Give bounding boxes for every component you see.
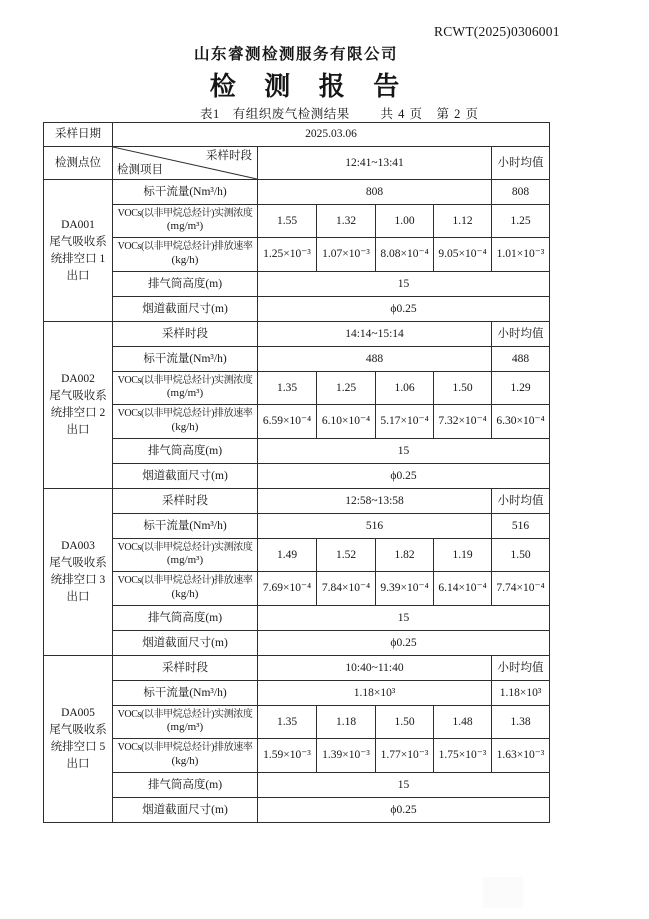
row-label-duct-size: 烟道截面尺寸(m) bbox=[113, 464, 258, 489]
point-line: 出口 bbox=[66, 424, 90, 436]
row-label-flow: 标干流量(Nm³/h) bbox=[113, 514, 258, 539]
point-line: DA003 bbox=[61, 540, 95, 552]
duct-size-value: ϕ0.25 bbox=[258, 297, 550, 322]
point-line: DA005 bbox=[61, 707, 95, 719]
concentration-avg-value: 1.29 bbox=[492, 372, 550, 405]
diagonal-label-item: 检测项目 bbox=[117, 163, 163, 176]
concentration-row bbox=[44, 539, 550, 572]
diagonal-label-period: 采样时段 bbox=[206, 150, 252, 162]
row-label-stack-height: 排气筒高度(m) bbox=[113, 439, 258, 464]
rate-value: 1.77×10⁻³ bbox=[376, 739, 434, 773]
rate-value: 1.59×10⁻³ bbox=[258, 739, 317, 773]
row-label-period: 采样时段 bbox=[113, 656, 258, 681]
concentration-value: 1.00 bbox=[376, 205, 434, 238]
period-row bbox=[44, 656, 550, 681]
duct-size-row bbox=[44, 631, 550, 656]
row-label-concentration bbox=[113, 539, 258, 572]
period-value: 12:41~13:41 bbox=[258, 147, 492, 180]
period-row bbox=[44, 489, 550, 514]
point-line: 出口 bbox=[66, 591, 90, 603]
rate-avg-value: 6.30×10⁻⁴ bbox=[492, 405, 550, 439]
rate-value: 6.59×10⁻⁴ bbox=[258, 405, 317, 439]
sampling-date-value: 2025.03.06 bbox=[113, 123, 550, 147]
flow-value: 516 bbox=[258, 514, 492, 539]
row-label-duct-size: 烟道截面尺寸(m) bbox=[113, 798, 258, 823]
row-label-rate bbox=[113, 572, 258, 606]
concentration-value: 1.35 bbox=[258, 706, 317, 739]
point-column-label: 检测点位 bbox=[44, 147, 113, 180]
concentration-value: 1.06 bbox=[376, 372, 434, 405]
period-value: 10:40~11:40 bbox=[258, 656, 492, 681]
rate-label-line1: VOCs(以非甲烷总烃计)排放速率 bbox=[117, 241, 253, 253]
rate-value: 5.17×10⁻⁴ bbox=[376, 405, 434, 439]
point-line: 出口 bbox=[66, 758, 90, 770]
row-label-duct-size: 烟道截面尺寸(m) bbox=[113, 297, 258, 322]
sampling-date-row bbox=[44, 123, 550, 147]
row-label-rate bbox=[113, 405, 258, 439]
stack-height-value: 15 bbox=[258, 773, 550, 798]
point-cell bbox=[44, 656, 113, 823]
concentration-row bbox=[44, 706, 550, 739]
concentration-value: 1.49 bbox=[258, 539, 317, 572]
rate-label-line2: (kg/h) bbox=[171, 587, 199, 600]
rate-row bbox=[44, 238, 550, 272]
point-cell bbox=[44, 489, 113, 656]
stack-height-value: 15 bbox=[258, 439, 550, 464]
flow-avg-value: 516 bbox=[492, 514, 550, 539]
row-label-period: 采样时段 bbox=[113, 322, 258, 347]
flow-row bbox=[44, 180, 550, 205]
duct-size-row bbox=[44, 464, 550, 489]
hour-avg-label: 小时均值 bbox=[492, 322, 550, 347]
row-label-duct-size: 烟道截面尺寸(m) bbox=[113, 631, 258, 656]
stack-height-row bbox=[44, 773, 550, 798]
scan-artifact bbox=[483, 877, 523, 908]
rate-value: 7.32×10⁻⁴ bbox=[434, 405, 492, 439]
row-label-rate bbox=[113, 739, 258, 773]
flow-row bbox=[44, 681, 550, 706]
concentration-value: 1.82 bbox=[376, 539, 434, 572]
duct-size-row bbox=[44, 798, 550, 823]
row-label-flow: 标干流量(Nm³/h) bbox=[113, 347, 258, 372]
rate-label-line2: (kg/h) bbox=[171, 420, 199, 433]
flow-row bbox=[44, 347, 550, 372]
row-label-concentration bbox=[113, 372, 258, 405]
row-label-stack-height: 排气筒高度(m) bbox=[113, 773, 258, 798]
rate-row bbox=[44, 405, 550, 439]
flow-value: 808 bbox=[258, 180, 492, 205]
duct-size-value: ϕ0.25 bbox=[258, 798, 550, 823]
row-label-period: 采样时段 bbox=[113, 489, 258, 514]
concentration-value: 1.52 bbox=[317, 539, 376, 572]
concentration-value: 1.32 bbox=[317, 205, 376, 238]
rate-label-line2: (kg/h) bbox=[171, 253, 199, 266]
point-line: 尾气吸收系 bbox=[49, 235, 107, 248]
duct-size-value: ϕ0.25 bbox=[258, 464, 550, 489]
row-label-flow: 标干流量(Nm³/h) bbox=[113, 681, 258, 706]
flow-row bbox=[44, 514, 550, 539]
period-row bbox=[44, 322, 550, 347]
page-indicator: 共 4 页 第 2 页 bbox=[380, 107, 479, 121]
concentration-value: 1.25 bbox=[317, 372, 376, 405]
rate-avg-value: 1.63×10⁻³ bbox=[492, 739, 550, 773]
sampling-date-label: 采样日期 bbox=[44, 123, 113, 147]
point-line: 统排空口 1 bbox=[50, 252, 106, 265]
rate-avg-value: 1.01×10⁻³ bbox=[492, 238, 550, 272]
hour-avg-label: 小时均值 bbox=[492, 489, 550, 514]
point-cell bbox=[44, 180, 113, 322]
concentration-row bbox=[44, 205, 550, 238]
concentration-value: 1.35 bbox=[258, 372, 317, 405]
concentration-label-line1: VOCs(以非甲烷总烃计)实测浓度 bbox=[117, 541, 253, 553]
stack-height-value: 15 bbox=[258, 272, 550, 297]
stack-height-row bbox=[44, 606, 550, 631]
concentration-avg-value: 1.25 bbox=[492, 205, 550, 238]
diagonal-header-cell bbox=[113, 147, 258, 180]
results-tbody bbox=[44, 123, 550, 823]
table-header-row bbox=[44, 147, 550, 180]
concentration-label-line1: VOCs(以非甲烷总烃计)实测浓度 bbox=[117, 207, 253, 219]
concentration-row bbox=[44, 372, 550, 405]
point-line: 尾气吸收系 bbox=[49, 724, 107, 736]
results-table bbox=[43, 122, 550, 823]
stack-height-row bbox=[44, 272, 550, 297]
report-title: 检 测 报 告 bbox=[209, 72, 411, 101]
point-line: DA001 bbox=[61, 218, 95, 231]
rate-value: 8.08×10⁻⁴ bbox=[376, 238, 434, 272]
rate-value: 1.39×10⁻³ bbox=[317, 739, 376, 773]
rate-value: 6.10×10⁻⁴ bbox=[317, 405, 376, 439]
company-name: 山东睿测检测服务有限公司 bbox=[193, 46, 398, 63]
concentration-label-line1: VOCs(以非甲烷总烃计)实测浓度 bbox=[117, 708, 253, 720]
rate-label-line1: VOCs(以非甲烷总烃计)排放速率 bbox=[117, 408, 253, 420]
point-line: DA002 bbox=[61, 373, 95, 385]
hour-avg-label: 小时均值 bbox=[492, 147, 550, 180]
stack-height-row bbox=[44, 439, 550, 464]
concentration-value: 1.19 bbox=[434, 539, 492, 572]
flow-value: 1.18×10³ bbox=[258, 681, 492, 706]
point-line: 统排空口 3 bbox=[50, 574, 106, 586]
concentration-value: 1.18 bbox=[317, 706, 376, 739]
rate-avg-value: 7.74×10⁻⁴ bbox=[492, 572, 550, 606]
point-line: 尾气吸收系 bbox=[49, 557, 107, 569]
rate-value: 9.39×10⁻⁴ bbox=[376, 572, 434, 606]
rate-value: 1.07×10⁻³ bbox=[317, 238, 376, 272]
period-value: 14:14~15:14 bbox=[258, 322, 492, 347]
flow-value: 488 bbox=[258, 347, 492, 372]
report-number: RCWT(2025)0306001 bbox=[434, 24, 560, 39]
table-caption: 表1 有组织废气检测结果 bbox=[200, 107, 350, 121]
concentration-label-line2: (mg/m³) bbox=[166, 554, 204, 567]
rate-value: 1.25×10⁻³ bbox=[258, 238, 317, 272]
rate-label-line2: (kg/h) bbox=[171, 754, 199, 767]
rate-value: 1.75×10⁻³ bbox=[434, 739, 492, 773]
concentration-label-line2: (mg/m³) bbox=[166, 220, 204, 233]
hour-avg-label: 小时均值 bbox=[492, 656, 550, 681]
concentration-avg-value: 1.38 bbox=[492, 706, 550, 739]
concentration-value: 1.48 bbox=[434, 706, 492, 739]
rate-value: 9.05×10⁻⁴ bbox=[434, 238, 492, 272]
point-line: 统排空口 5 bbox=[50, 741, 106, 753]
row-label-concentration bbox=[113, 706, 258, 739]
row-label-stack-height: 排气筒高度(m) bbox=[113, 606, 258, 631]
row-label-concentration bbox=[113, 205, 258, 238]
point-cell bbox=[44, 322, 113, 489]
rate-value: 7.84×10⁻⁴ bbox=[317, 572, 376, 606]
concentration-value: 1.50 bbox=[376, 706, 434, 739]
duct-size-value: ϕ0.25 bbox=[258, 631, 550, 656]
point-line: 尾气吸收系 bbox=[49, 390, 107, 402]
rate-row bbox=[44, 739, 550, 773]
rate-label-line1: VOCs(以非甲烷总烃计)排放速率 bbox=[117, 742, 253, 754]
rate-label-line1: VOCs(以非甲烷总烃计)排放速率 bbox=[117, 575, 253, 587]
concentration-value: 1.55 bbox=[258, 205, 317, 238]
period-value: 12:58~13:58 bbox=[258, 489, 492, 514]
flow-avg-value: 1.18×10³ bbox=[492, 681, 550, 706]
row-label-flow: 标干流量(Nm³/h) bbox=[113, 180, 258, 205]
concentration-label-line1: VOCs(以非甲烷总烃计)实测浓度 bbox=[117, 374, 253, 386]
row-label-rate bbox=[113, 238, 258, 272]
row-label-stack-height: 排气筒高度(m) bbox=[113, 272, 258, 297]
table-caption-row bbox=[43, 104, 549, 121]
concentration-value: 1.12 bbox=[434, 205, 492, 238]
concentration-value: 1.50 bbox=[434, 372, 492, 405]
duct-size-row bbox=[44, 297, 550, 322]
point-line: 出口 bbox=[66, 269, 90, 282]
concentration-avg-value: 1.50 bbox=[492, 539, 550, 572]
concentration-label-line2: (mg/m³) bbox=[166, 387, 204, 400]
rate-value: 6.14×10⁻⁴ bbox=[434, 572, 492, 606]
results-table-wrap bbox=[43, 122, 550, 823]
flow-avg-value: 808 bbox=[492, 180, 550, 205]
point-line: 统排空口 2 bbox=[50, 407, 106, 419]
rate-row bbox=[44, 572, 550, 606]
rate-value: 7.69×10⁻⁴ bbox=[258, 572, 317, 606]
stack-height-value: 15 bbox=[258, 606, 550, 631]
flow-avg-value: 488 bbox=[492, 347, 550, 372]
concentration-label-line2: (mg/m³) bbox=[166, 721, 204, 734]
